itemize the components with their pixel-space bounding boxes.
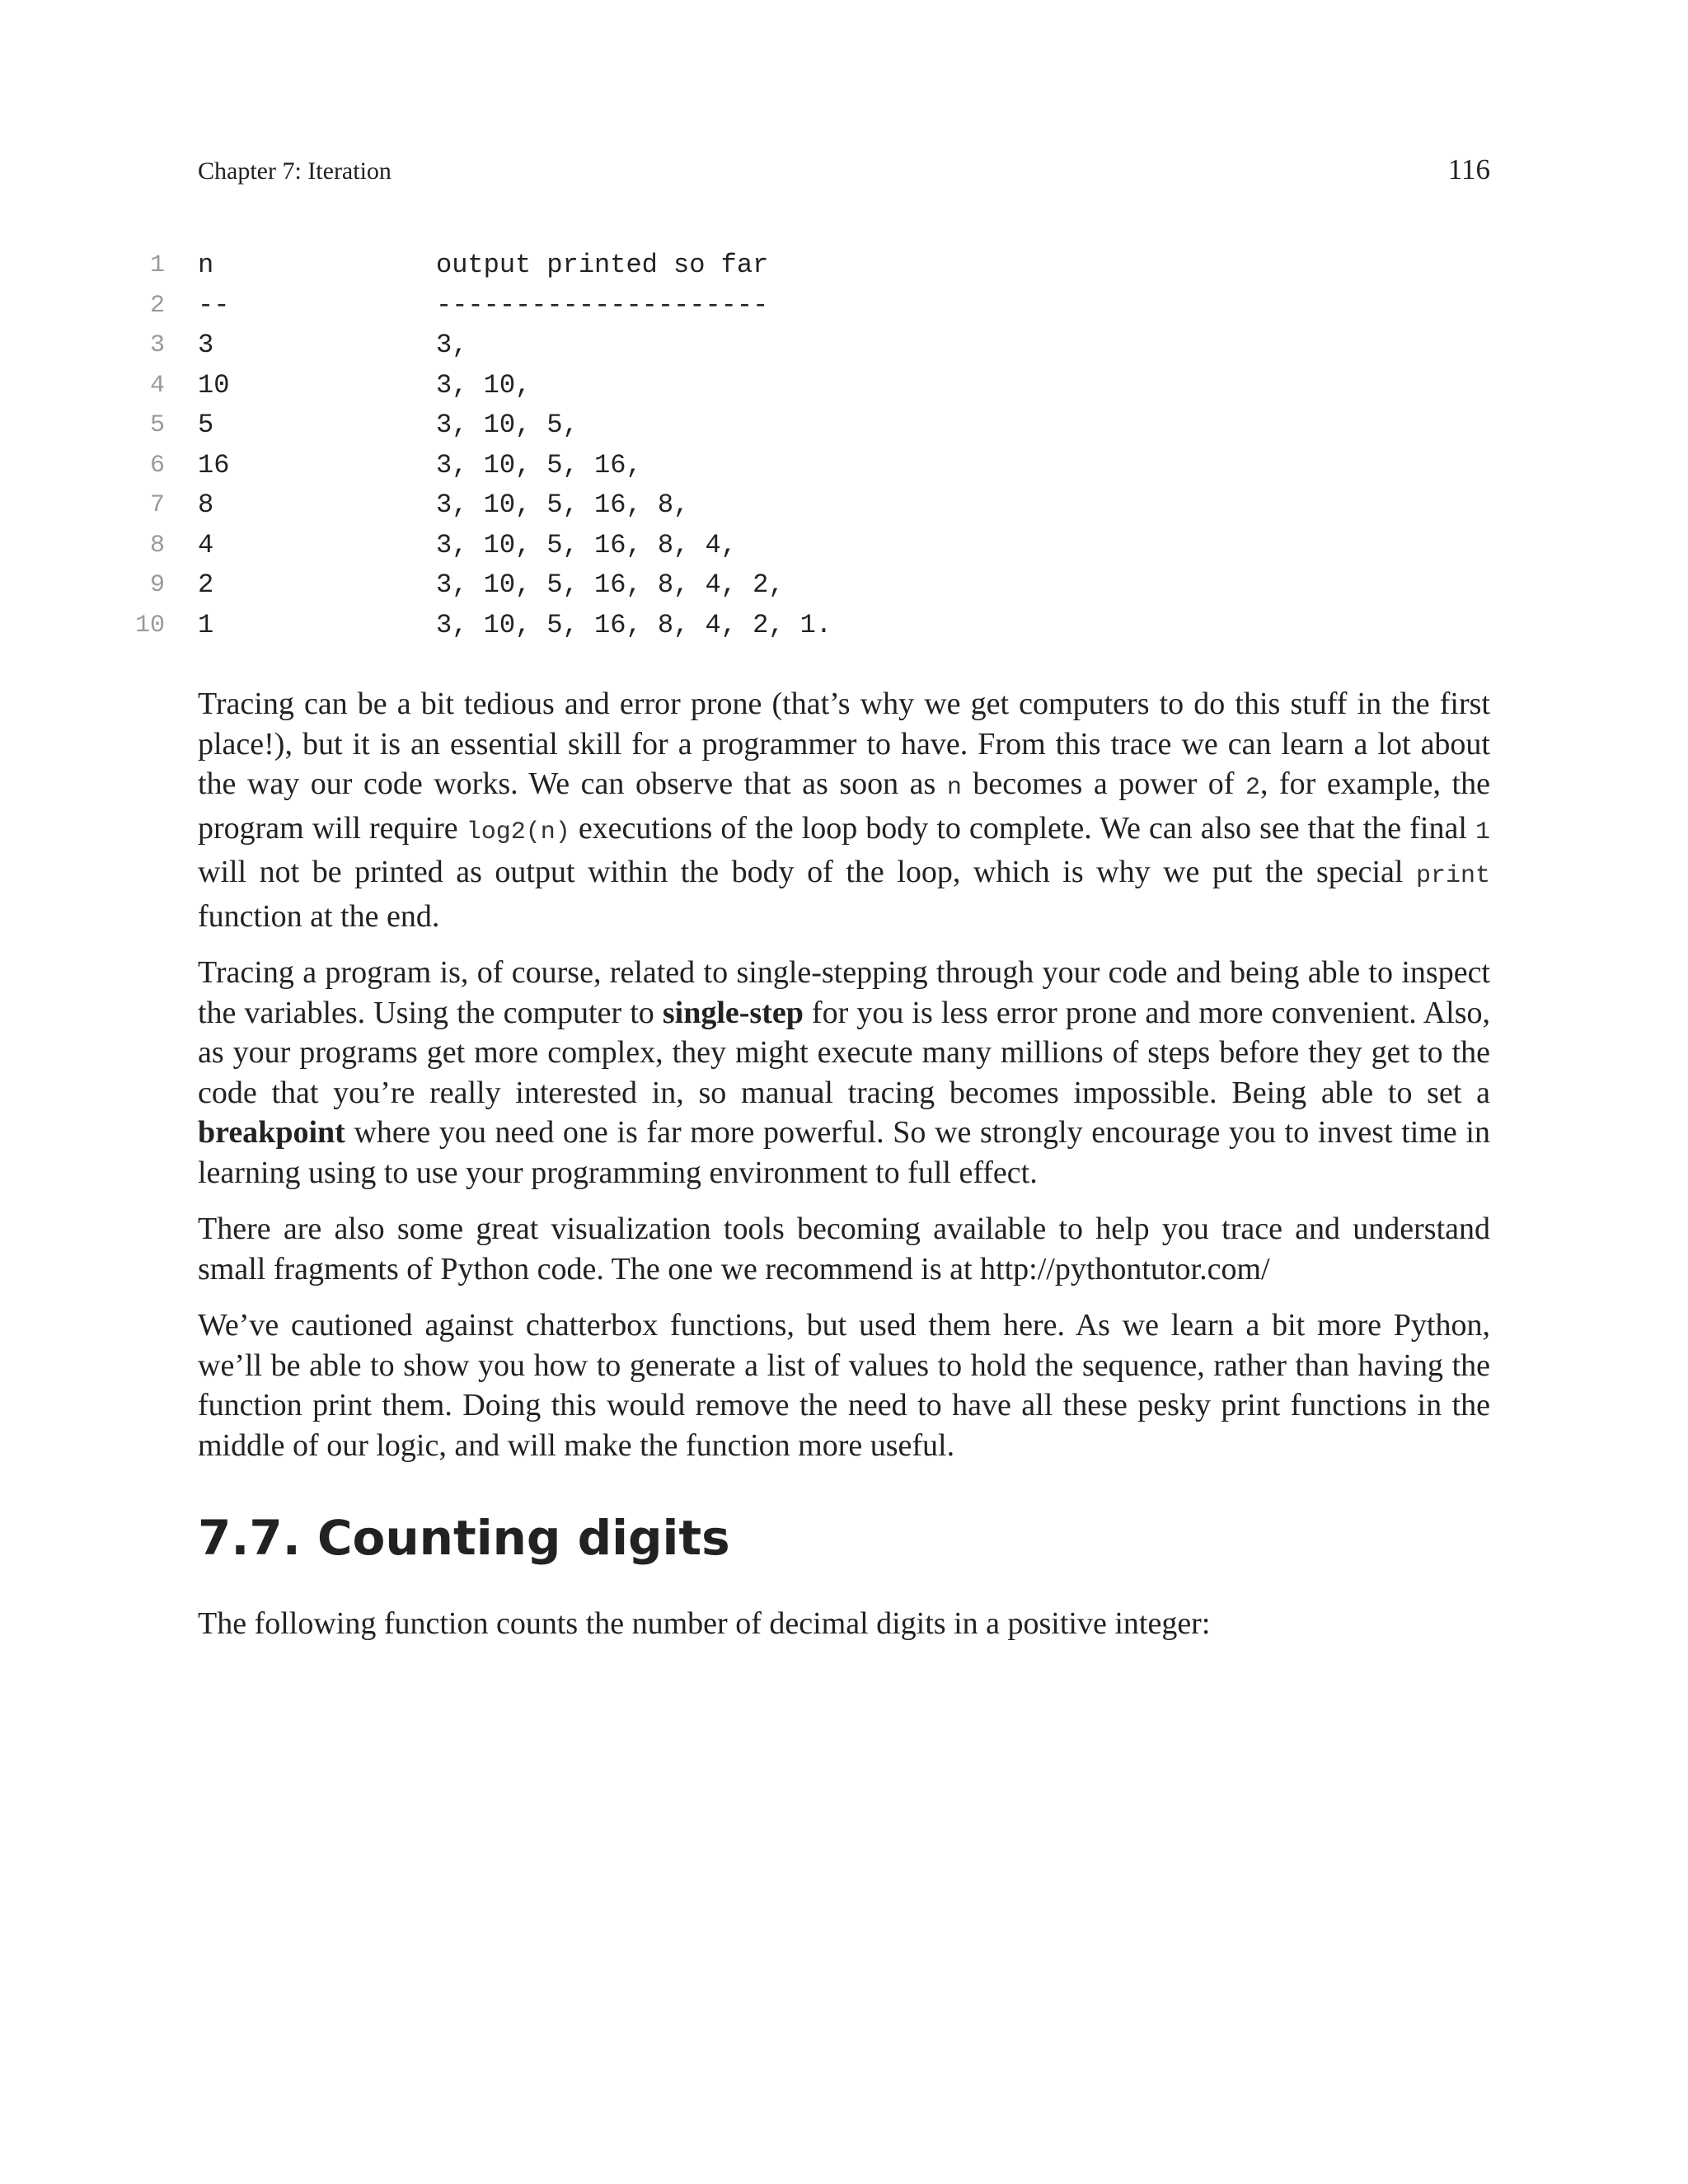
trace-output: 3, [436,330,468,360]
inline-code: n [946,774,962,802]
line-number: 7 [149,491,165,519]
line-number: 8 [149,531,165,560]
trace-output: output printed so far [436,250,769,280]
trace-output: 3, 10, 5, 16, 8, 4, 2, [436,569,785,600]
paragraph-tracing [198,684,1490,936]
line-number: 1 [149,251,165,279]
code-line [0,246,1688,286]
line-number: 2 [149,291,165,320]
term-single-step: single-step [662,995,804,1030]
trace-n-value: n [198,250,214,280]
section-heading: 7.7. Counting digits [198,1510,730,1566]
line-number: 3 [149,331,165,359]
code-line [0,606,1688,646]
page-header [198,155,1490,196]
paragraph-chatterbox: We’ve cautioned against chatterbox functions, but used them here. As we learn a bit more Python, we’ll be able to show you how to generate a list of values to hold the sequence, rather than having the function print them. Doing this would remove the need to have all these pesky print functions in the middle of our logic, and will make the function more useful. [198,1308,1490,1463]
trace-n-value: 1 [198,609,214,640]
text-run: Tracing a program is, of course, related to single-stepping through your code and being able to inspect the variables. Using the computer to [198,955,1490,1030]
code-line [0,326,1688,366]
text-run: where you need one is far more powerful. So we strongly encourage you to invest time in learning using to use your programming environment to full effect. [198,1115,1490,1190]
trace-output: 3, 10, 5, 16, [436,449,642,480]
trace-output: 3, 10, [436,369,532,401]
trace-output: 3, 10, 5, 16, 8, [436,490,690,520]
code-line [0,485,1688,526]
trace-n-value: 4 [198,529,214,560]
inline-code: log2(n) [466,818,570,846]
chapter-title: Chapter 7: Iteration [198,157,392,185]
trace-n-value: 5 [198,410,214,440]
line-number: 5 [149,411,165,439]
text-run: executions of the loop body to complete. We can also see that the final [570,810,1475,846]
section-intro: The following function counts the number of decimal digits in a positive integer: [198,1606,1211,1641]
trace-output: 3, 10, 5, [436,410,579,440]
trace-n-value: -- [198,289,230,321]
line-number: 4 [149,371,165,400]
paragraph-visualization: There are also some great visualization tools becoming available to help you trace and understand small fragments of Python code. The one we recommend is at http://pythontutor.com/ [198,1212,1490,1286]
code-line [0,526,1688,566]
text-run: becomes a power of [961,766,1245,801]
trace-n-value: 10 [198,369,230,401]
code-line [0,446,1688,486]
trace-n-value: 2 [198,569,214,600]
line-number: 6 [149,451,165,480]
trace-n-value: 16 [198,449,230,480]
line-number: 9 [149,571,165,599]
code-block [0,246,1688,645]
text-run: function at the end. [198,898,440,934]
page-number: 116 [1447,153,1490,185]
trace-output: --------------------- [436,289,769,321]
text-run: , for example, the program will require [198,766,1490,846]
text-run: for you is less error prone and more convenient. Also, as your programs get more complex, they might execute many millions of steps before they get to the code that you’re really interested in, so manual tracing becomes impossible. Being able to set a [198,995,1490,1110]
text-run: will not be printed as output within the body of the loop, which is why we put the special [198,855,1416,889]
trace-output: 3, 10, 5, 16, 8, 4, [436,529,737,560]
code-line [0,405,1688,446]
trace-output: 3, 10, 5, 16, 8, 4, 2, 1. [436,609,832,640]
paragraph-single-stepping [198,953,1490,1193]
inline-code: 2 [1245,774,1260,802]
term-breakpoint: breakpoint [198,1115,345,1150]
body-text [198,684,1490,1661]
text-run: Tracing can be a bit tedious and error prone (that’s why we get computers to do this stuff in the first place!), but it is an essential skill for a programmer to have. From this trace we can learn a lot about the way our code works. We can observe that as soon as [198,687,1490,801]
line-number: 10 [134,611,165,640]
trace-n-value: 3 [198,330,214,360]
code-line [0,565,1688,606]
code-line [0,286,1688,326]
inline-code: 1 [1475,818,1490,846]
code-line [0,366,1688,406]
inline-code: print [1415,862,1490,890]
trace-n-value: 8 [198,490,214,520]
